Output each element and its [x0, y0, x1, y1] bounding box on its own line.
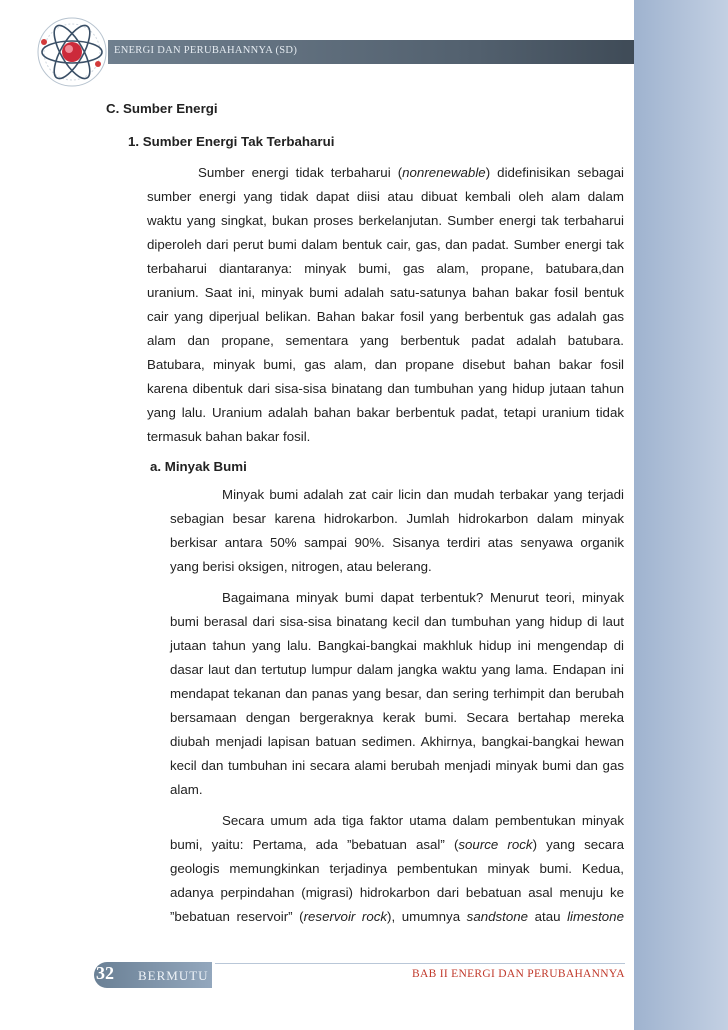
paragraph-line: jutaan tahun yang lalu. Bangkai-bangkai makhluk hidup ini mengendap di	[170, 638, 624, 653]
paragraph-line: waktu yang singkat, bukan proses berkelanjutan. Sumber energi tak terbaharui	[147, 213, 624, 228]
paragraph-line: diubah menjadi lapisan batuan sedimen. Akhirnya, bangkai-bangkai hewan	[170, 734, 624, 749]
paragraph-line: Sumber energi tidak terbaharui (nonrenewable) didefinisikan sebagai	[198, 165, 624, 180]
section-heading: C. Sumber Energi	[106, 101, 218, 116]
header-title: ENERGI DAN PERUBAHANNYA (SD)	[114, 45, 298, 56]
paragraph-line: bumi, yaitu: Pertama, ada ”bebatuan asal” (source rock) yang secara	[170, 837, 625, 852]
paragraph-line: Secara umum ada tiga faktor utama dalam pembentukan minyak	[222, 813, 624, 828]
paragraph-line: adanya perpindahan (migrasi) hidrokarbon dari bebatuan asal menuju ke	[170, 885, 624, 900]
paragraph-line: diperoleh dari perut bumi dalam bentuk cair, gas, dan padat. Sumber energi tak	[147, 237, 624, 252]
paragraph-line: kecil dan tumbuhan ini secara alami berubah menjadi minyak bumi dan gas	[170, 758, 624, 773]
paragraph-line: sebagian besar karena hidrokarbon. Jumlah hidrokarbon dalam minyak	[170, 511, 624, 526]
paragraph-line: yang berisi oksigen, nitrogen, atau belerang.	[170, 559, 432, 574]
paragraph-line: berkisar antara 50% sampai 90%. Sisanya terdiri atas senyawa organik	[170, 535, 624, 550]
paragraph-line: sumber energi yang tidak dapat diisi atau dibuat kembali oleh alam dalam	[147, 189, 624, 204]
atom-logo-icon	[32, 12, 112, 92]
paragraph-line: Bagaimana minyak bumi dapat terbentuk? Menurut teori, minyak	[222, 590, 624, 605]
page-number: 32	[96, 963, 114, 983]
paragraph-line: Minyak bumi adalah zat cair licin dan mudah terbakar yang terjadi	[222, 487, 624, 502]
paragraph-line: alam dan propane, sementara yang berbentuk padat adalah batubara.	[147, 333, 624, 348]
paragraph-line: alam.	[170, 782, 203, 797]
subsection-a-heading: a. Minyak Bumi	[150, 459, 247, 474]
subsection-heading: 1. Sumber Energi Tak Terbaharui	[128, 134, 335, 149]
footer-brand: BERMUTU	[138, 968, 209, 983]
paragraph-line: termasuk bahan bakar fosil.	[147, 429, 311, 444]
paragraph-line: ”bebatuan reservoir” (reservoir rock), umumnya sandstone atau limestone	[170, 909, 624, 924]
side-color-band	[634, 0, 728, 1030]
paragraph-line: bumi berasal dari sisa-sisa binatang kecil dan tumbuhan yang hidup di laut	[170, 614, 624, 629]
footer-divider	[215, 963, 625, 964]
paragraph-line: uranium. Saat ini, minyak bumi adalah satu-satunya bahan bakar fosil bentuk	[147, 285, 624, 300]
footer-chapter-title: BAB II ENERGI DAN PERUBAHANNYA	[412, 968, 625, 980]
paragraph-line: terbaharui diantaranya: minyak bumi, gas alam, propane, batubara,dan	[147, 261, 624, 276]
paragraph-line: yang lalu. Uranium adalah bahan bakar berbentuk padat, tetapi uranium tidak	[147, 405, 624, 420]
paragraph-line: Batubara, minyak bumi, gas alam, dan propane disebut bahan bakar fosil	[147, 357, 624, 372]
paragraph-line: mendapat tekanan dan panas yang besar, dan sering terhimpit dan berubah	[170, 686, 624, 701]
paragraph-line: dasar laut dan tertutup lumpur dalam jangka waktu yang lama. Endapan ini	[170, 662, 624, 677]
paragraph-line: cair yang diperjual belikan. Bahan bakar fosil yang berbentuk gas adalah gas	[147, 309, 624, 324]
paragraph-line: bersamaan dengan bergeraknya kerak bumi. Secara bertahap mereka	[170, 710, 624, 725]
paragraph-line: karena dibentuk dari sisa-sisa binatang dan tumbuhan yang hidup jutaan tahun	[147, 381, 624, 396]
paragraph-line: geologis memungkinkan terjadinya pembentukan minyak bumi. Kedua,	[170, 861, 624, 876]
